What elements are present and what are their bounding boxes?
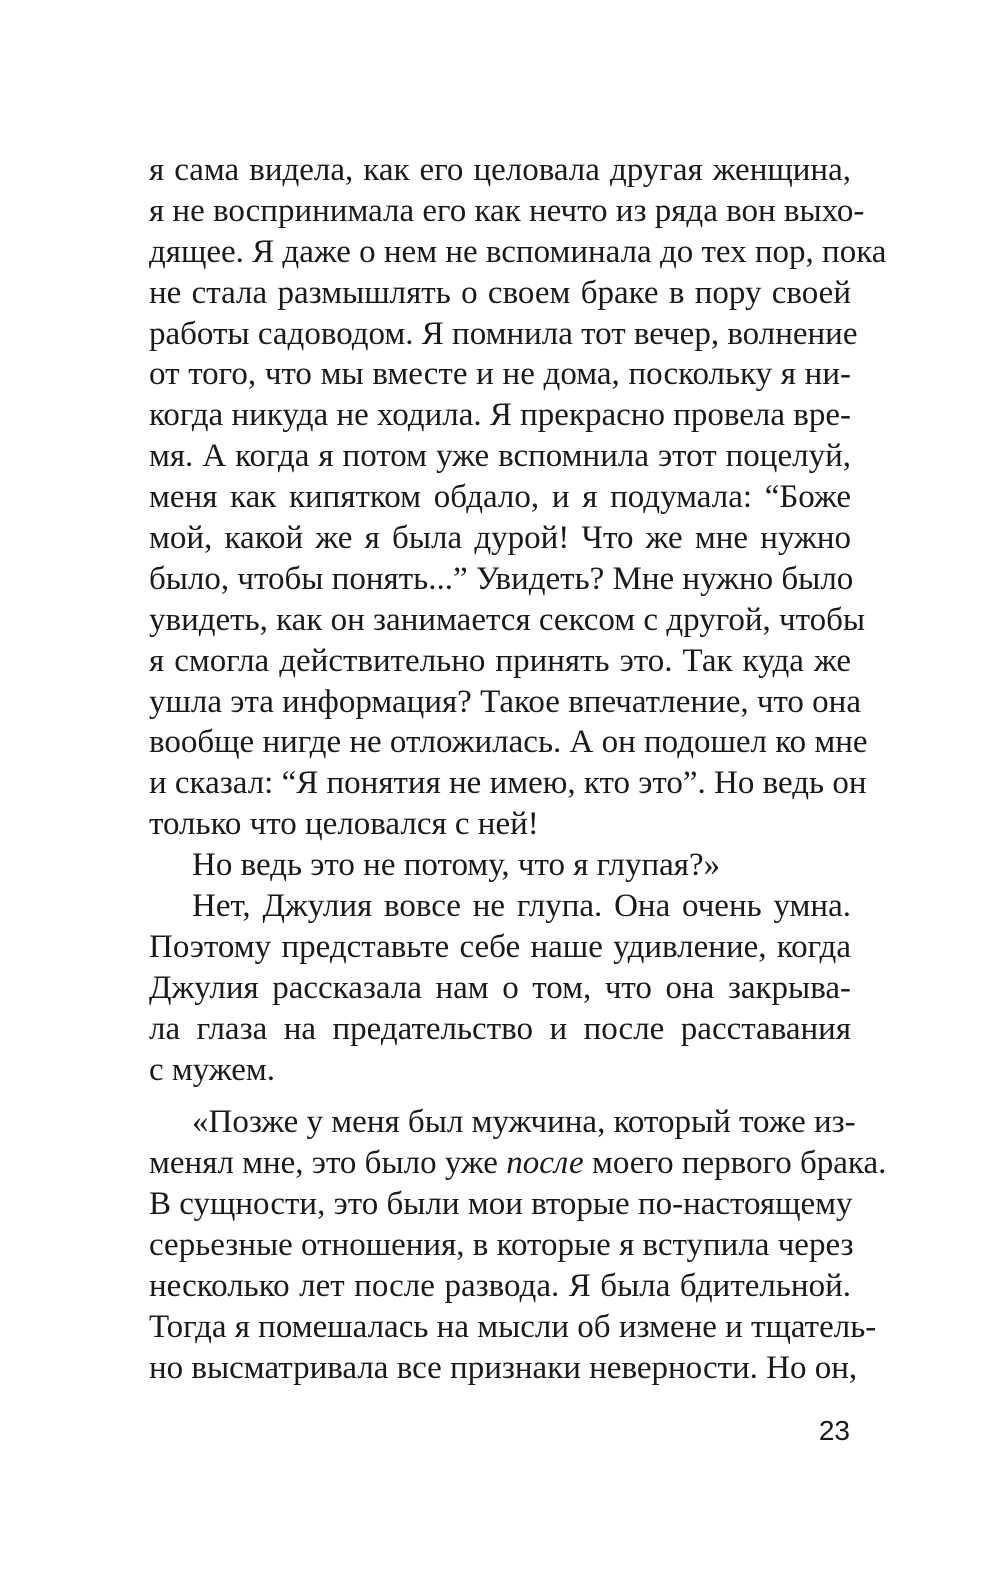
text-line: В сущности, это были мои вторые по-настоящему [149, 1186, 853, 1223]
text-line: Поэтому представьте себе наше удивление, когда [149, 928, 851, 965]
text-line: Нет, Джулия вовсе не глупа. Она очень умна. [192, 888, 851, 925]
text-line: я смогла действительно принять это. Так куда же [149, 642, 851, 679]
text-line: я сама видела, как его целовала другая женщина, [149, 152, 851, 188]
text-line: было, чтобы понять...” Увидеть? Мне нужно было [149, 560, 854, 597]
text-line: Тогда я помешалась на мысли об измене и тщатель- [149, 1308, 877, 1345]
emphasized-word: после [506, 1145, 584, 1182]
text-line: с мужем. [149, 1051, 275, 1088]
text-line: ушла эта информация? Такое впечатление, что она [149, 683, 861, 720]
text-line: не стала размышлять о своем браке в пору своей [149, 274, 851, 311]
text-line-with-emphasis [149, 1143, 887, 1184]
text-line: мой, какой же я была дурой! Что же мне нужно [149, 520, 851, 557]
text-line: «Позже у меня был мужчина, который тоже из- [192, 1104, 856, 1141]
text-line: только что целовался с ней! [149, 806, 539, 843]
text-line: мя. А когда я потом уже вспомнила этот поцелуй, [149, 438, 851, 475]
text-line: Но ведь это не потому, что я глупая?» [192, 847, 721, 884]
text-line: Джулия рассказала нам о том, что она закрыва- [149, 969, 851, 1006]
text-line: я не воспринимала его как нечто из ряда вон выхо- [149, 192, 865, 229]
paragraph-gap [149, 1090, 851, 1102]
body-text [149, 150, 887, 1389]
page-number: 23 [818, 1415, 850, 1446]
text-line: меня как кипятком обдало, и я подумала: “Боже [149, 479, 851, 516]
text-line: вообще нигде не отложилась. А он подошел ко мне [149, 724, 868, 761]
text-line: дящее. Я даже о нем не вспоминала до тех пор, пока [149, 233, 887, 270]
text-line: ла глаза на предательство и после расставания [149, 1010, 851, 1047]
text-line: увидеть, как он занимается сексом с другой, чтобы [149, 601, 866, 638]
text-run: моего первого брака. [583, 1145, 887, 1182]
text-line: но высматривала все признаки неверности. Но он, [149, 1349, 858, 1386]
text-line: и сказал: “Я понятия не имею, кто это”. Но ведь он [149, 765, 867, 802]
text-line: от того, что мы вместе и не дома, поскольку я ни- [149, 356, 851, 393]
text-line: несколько лет после развода. Я была бдительной. [149, 1268, 851, 1305]
text-run: менял мне, это было уже [149, 1145, 507, 1182]
text-line: серьезные отношения, в которые я вступила через [149, 1227, 854, 1264]
text-line: работы садоводом. Я помнила тот вечер, волнение [149, 315, 858, 352]
text-line: когда никуда не ходила. Я прекрасно провела вре- [149, 397, 851, 434]
